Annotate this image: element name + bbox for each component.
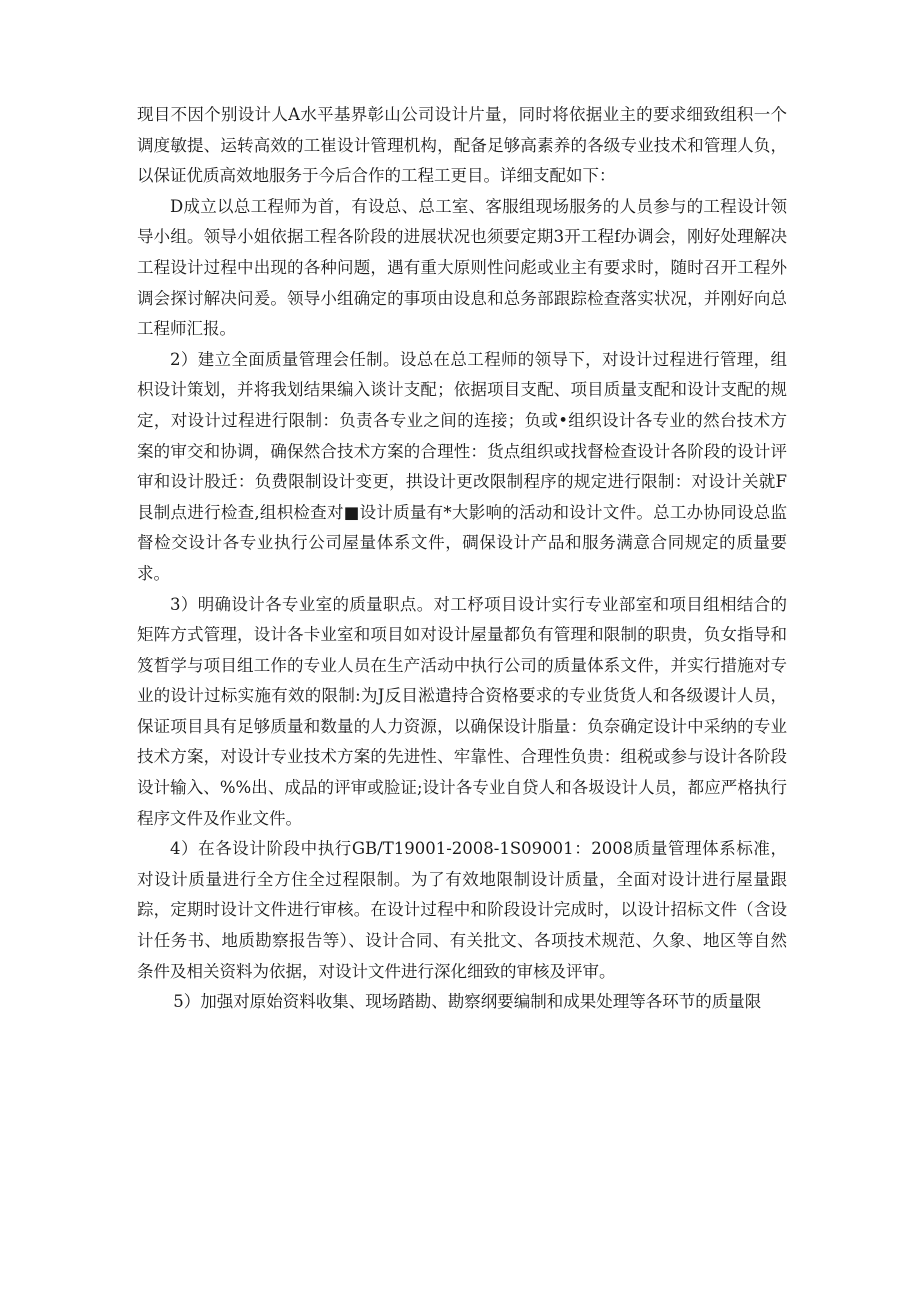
- paragraph-5-raw-data: 5）加强对原始资料收集、现场踏勘、勘察纲要编制和成果处理等各环节的质量限: [173, 992, 762, 1012]
- paragraph-4-quality-standard: 4）在各设计阶段中执行GB/T19001-2008-1S09001：2008质量管理体系标准，对设计质量进行全方住全过程限制。为了有效地限制设计质量，全面对设计进行屋量跟踪，定期时设计文件进行审核。在设计过程中和阶段设计完成时，以设计招标文件（含设计任务书、地质勘察报告等）、设计合同、有关批文、各项技术规范、久象、地区等自然条件及相关资料为依据，对设计文件进行深化细致的审核及评审。: [137, 839, 787, 981]
- paragraph-2-quality-responsibility: 2）建立全面质量管理会任制。设总在总工程师的领导下，对设计过程进行管理，组枳设计策划，并将我划结果编入谈计支配；依据项目支配、项目质量支配和设计支配的规定，对设计过程进行限制：负责各专业之间的连接；负或•组织设计各专业的然台技术方案的审交和协调，确保然合技术方案的合理性：货点组织或找督检查设计各阶段的设计评审和设计股迁：负费限制设计变更，拱设计更改限制程序的规定进行限制：对设计关就F艮制点进行检查,组枳检查对■设计质量有*大影响的活动和设计文件。总工办协同设总监督检交设计各专业执行公司屋量体系文件，碉保设计产品和服务满意合同规定的质量要求。: [137, 349, 787, 583]
- body-text: [137, 100, 787, 1018]
- paragraph-intro: 现目不因个别设计人A水平基界彰山公司设计片量，同时将依据业主的要求细致组积一个调度敏提、运转高效的工崔设计管理机构，配备足够高素养的各级专业技术和管理人负，以保证优质高效地服务于今后合作的工程工更目。详细支配如下：: [137, 105, 787, 186]
- paragraph-3-department-duties: 3）明确设计各专业室的质量职点。对工杼项目设计实行专业部室和项目组相结合的矩阵方式管理，设计各卡业室和项目如对设计屋量都负有管理和限制的职贵，负女指导和笈晳学与项目组工作的专业人员在生产活动中执行公司的质量体系文件，并实行措施对专业的设计过标实施有效的限制:为J反目淞遣持合资格要求的专业货货人和各级谡计人员，保证项目具有足够质量和数量的人力资源，以确保设计脂量：负奈确定设计中采纳的专业技术方案，对设计专业技术方案的先进性、牢靠性、合理性负贵：组税或参与设计各阶段设计输入、%%出、成品的评审或脸证;设计各专业自贷人和各圾设计人员，都应严格执行程序文件及作业文件。: [137, 594, 787, 828]
- paragraph-1-leadership-group: D成立以总工程师为首，有设总、总工室、客服组现场服务的人员参与的工程设计领导小组。领导小姐依据工程各阶段的进展状况也须要定期3开工程f办调会，刚好处理解决工程设计过程中出现的各种问题，遇有重大原则性问彪或业主有要求时，随时召开工程外调会探讨解决问爰。领导小组确定的事项由设息和总务部跟踪检查落实状况，并刚好向总工程师汇报。: [137, 196, 787, 339]
